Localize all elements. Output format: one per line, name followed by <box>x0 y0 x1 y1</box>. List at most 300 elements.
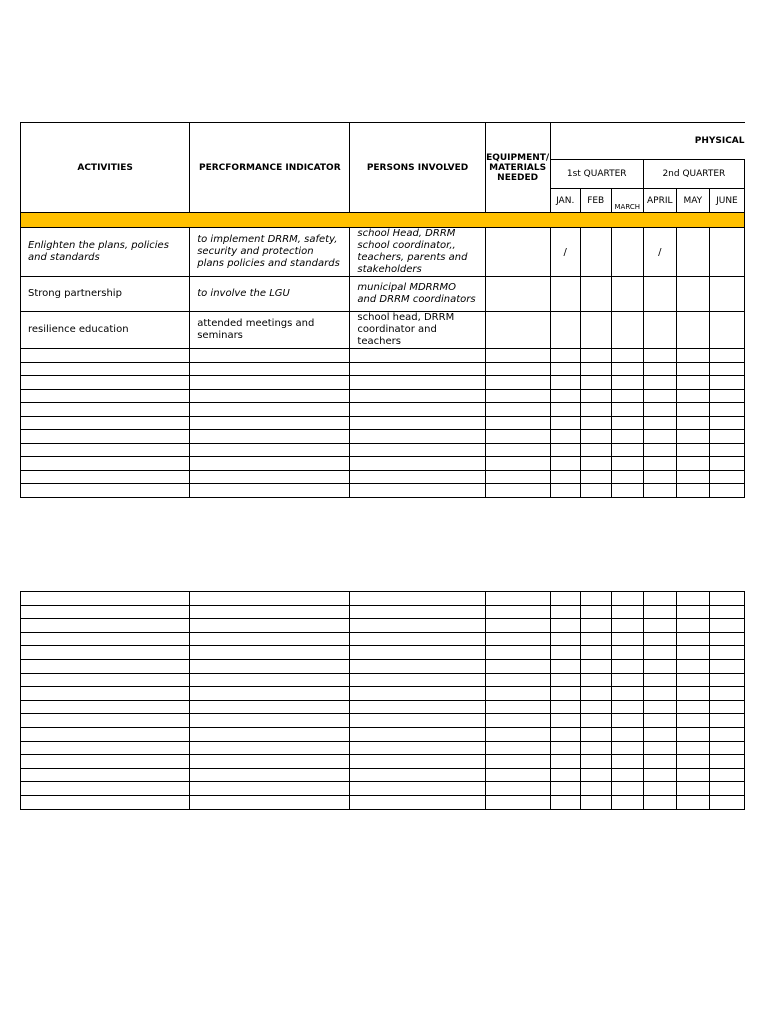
empty-cell <box>676 673 709 687</box>
empty-cell <box>580 416 611 430</box>
empty-cell <box>350 605 485 619</box>
empty-cell <box>350 673 485 687</box>
empty-cell <box>485 443 550 457</box>
empty-cell <box>643 727 676 741</box>
equipment-cell <box>485 277 550 312</box>
empty-cell <box>580 457 611 471</box>
empty-cell <box>676 484 709 498</box>
empty-cell <box>190 403 350 417</box>
empty-cell <box>643 349 676 363</box>
empty-cell <box>676 795 709 809</box>
empty-cell <box>676 632 709 646</box>
empty-cell <box>643 430 676 444</box>
empty-cell <box>611 741 643 755</box>
empty-cell <box>550 673 580 687</box>
empty-cell <box>350 592 485 606</box>
empty-cell <box>676 646 709 660</box>
empty-cell <box>21 727 190 741</box>
empty-row <box>21 632 745 646</box>
empty-cell <box>580 646 611 660</box>
empty-cell <box>21 632 190 646</box>
empty-cell <box>611 349 643 363</box>
empty-cell <box>190 714 350 728</box>
empty-cell <box>190 659 350 673</box>
empty-cell <box>550 403 580 417</box>
month-cell <box>611 312 643 349</box>
empty-cell <box>676 592 709 606</box>
empty-cell <box>350 430 485 444</box>
empty-cell <box>611 646 643 660</box>
empty-cell <box>21 755 190 769</box>
empty-cell <box>350 768 485 782</box>
month-cell <box>709 277 744 312</box>
empty-cell <box>709 349 744 363</box>
empty-cell <box>643 457 676 471</box>
empty-cell <box>643 605 676 619</box>
empty-cell <box>676 457 709 471</box>
empty-cell <box>676 362 709 376</box>
empty-row <box>21 673 745 687</box>
table-row <box>21 277 745 312</box>
empty-cell <box>580 755 611 769</box>
empty-cell <box>709 714 744 728</box>
empty-cell <box>190 605 350 619</box>
empty-cell <box>485 755 550 769</box>
empty-cell <box>550 795 580 809</box>
month-cell: / <box>643 228 676 277</box>
empty-cell <box>643 403 676 417</box>
empty-cell <box>611 376 643 390</box>
empty-cell <box>190 741 350 755</box>
empty-cell <box>21 376 190 390</box>
header-month-jan: JAN. <box>550 189 580 213</box>
month-cell <box>611 228 643 277</box>
empty-cell <box>580 349 611 363</box>
empty-cell <box>580 443 611 457</box>
empty-cell <box>190 416 350 430</box>
empty-row <box>21 376 745 390</box>
empty-cell <box>485 362 550 376</box>
empty-cell <box>21 714 190 728</box>
header-equipment: EQUIPMENT/ MATERIALS NEEDED <box>485 123 550 213</box>
empty-cell <box>190 484 350 498</box>
empty-cell <box>676 659 709 673</box>
empty-cell <box>709 673 744 687</box>
empty-cell <box>350 714 485 728</box>
empty-cell <box>485 700 550 714</box>
empty-cell <box>580 727 611 741</box>
empty-cell <box>485 605 550 619</box>
empty-row <box>21 727 745 741</box>
empty-cell <box>550 389 580 403</box>
empty-cell <box>611 403 643 417</box>
empty-cell <box>21 673 190 687</box>
indicator-cell: to implement DRRM, safety, security and protection plans policies and standards <box>190 228 350 277</box>
month-cell <box>643 312 676 349</box>
empty-cell <box>485 741 550 755</box>
empty-row <box>21 605 745 619</box>
empty-row <box>21 755 745 769</box>
empty-cell <box>643 484 676 498</box>
empty-cell <box>709 632 744 646</box>
month-cell <box>643 277 676 312</box>
empty-cell <box>21 605 190 619</box>
empty-cell <box>485 687 550 701</box>
empty-cell <box>580 403 611 417</box>
persons-cell: municipal MDRRMO and DRRM coordinators <box>350 277 485 312</box>
empty-cell <box>709 376 744 390</box>
empty-cell <box>550 592 580 606</box>
empty-cell <box>350 755 485 769</box>
empty-cell <box>485 389 550 403</box>
header-performance-indicator: PERCFORMANCE INDICATOR <box>190 123 350 213</box>
empty-cell <box>485 632 550 646</box>
empty-cell <box>643 659 676 673</box>
empty-cell <box>550 457 580 471</box>
empty-cell <box>643 362 676 376</box>
empty-cell <box>485 349 550 363</box>
empty-cell <box>643 741 676 755</box>
empty-cell <box>550 632 580 646</box>
empty-row <box>21 592 745 606</box>
empty-cell <box>709 619 744 633</box>
persons-cell: school head, DRRM coordinator and teachers <box>350 312 485 349</box>
empty-cell <box>485 416 550 430</box>
header-month-april: APRIL <box>643 189 676 213</box>
empty-cell <box>643 755 676 769</box>
empty-cell <box>190 430 350 444</box>
empty-cell <box>350 795 485 809</box>
empty-cell <box>350 362 485 376</box>
empty-cell <box>611 362 643 376</box>
empty-cell <box>611 659 643 673</box>
empty-cell <box>21 768 190 782</box>
empty-cell <box>485 430 550 444</box>
empty-cell <box>676 687 709 701</box>
empty-cell <box>485 470 550 484</box>
empty-cell <box>190 673 350 687</box>
empty-cell <box>350 403 485 417</box>
empty-row <box>21 470 745 484</box>
highlight-band <box>21 213 745 228</box>
empty-cell <box>21 470 190 484</box>
empty-cell <box>611 470 643 484</box>
empty-cell <box>643 700 676 714</box>
empty-cell <box>550 376 580 390</box>
table-row <box>21 312 745 349</box>
empty-cell <box>21 687 190 701</box>
empty-cell <box>643 646 676 660</box>
empty-cell <box>709 389 744 403</box>
empty-cell <box>580 619 611 633</box>
empty-cell <box>611 443 643 457</box>
month-cell <box>709 312 744 349</box>
empty-cell <box>676 430 709 444</box>
empty-cell <box>643 416 676 430</box>
header-persons-involved: PERSONS INVOLVED <box>350 123 485 213</box>
empty-cell <box>676 443 709 457</box>
empty-cell <box>643 768 676 782</box>
empty-cell <box>350 457 485 471</box>
empty-cell <box>21 700 190 714</box>
empty-cell <box>643 673 676 687</box>
empty-cell <box>643 592 676 606</box>
empty-cell <box>580 376 611 390</box>
indicator-cell: to involve the LGU <box>190 277 350 312</box>
empty-row <box>21 659 745 673</box>
empty-cell <box>676 605 709 619</box>
empty-cell <box>21 349 190 363</box>
empty-cell <box>676 619 709 633</box>
month-cell <box>676 312 709 349</box>
empty-cell <box>709 470 744 484</box>
empty-cell <box>709 403 744 417</box>
empty-cell <box>550 605 580 619</box>
empty-cell <box>21 659 190 673</box>
empty-cell <box>676 782 709 796</box>
empty-cell <box>21 795 190 809</box>
empty-cell <box>643 687 676 701</box>
empty-cell <box>611 619 643 633</box>
empty-cell <box>190 470 350 484</box>
empty-cell <box>190 687 350 701</box>
header-month-feb: FEB <box>580 189 611 213</box>
empty-cell <box>611 389 643 403</box>
empty-cell <box>350 416 485 430</box>
empty-cell <box>21 619 190 633</box>
empty-cell <box>190 389 350 403</box>
empty-cell <box>580 700 611 714</box>
empty-cell <box>676 768 709 782</box>
empty-cell <box>485 376 550 390</box>
empty-cell <box>21 457 190 471</box>
empty-cell <box>485 403 550 417</box>
empty-cell <box>485 727 550 741</box>
empty-cell <box>709 741 744 755</box>
empty-cell <box>485 646 550 660</box>
empty-cell <box>21 403 190 417</box>
empty-cell <box>350 349 485 363</box>
empty-cell <box>676 714 709 728</box>
empty-cell <box>709 416 744 430</box>
empty-row <box>21 619 745 633</box>
empty-cell <box>190 376 350 390</box>
month-cell <box>676 228 709 277</box>
empty-cell <box>611 592 643 606</box>
empty-cell <box>550 443 580 457</box>
empty-row <box>21 349 745 363</box>
empty-cell <box>709 484 744 498</box>
empty-cell <box>350 484 485 498</box>
empty-cell <box>190 700 350 714</box>
month-cell: / <box>550 228 580 277</box>
month-cell <box>580 312 611 349</box>
plan-table-continued <box>20 591 745 810</box>
empty-cell <box>676 389 709 403</box>
empty-cell <box>611 700 643 714</box>
empty-cell <box>580 768 611 782</box>
empty-cell <box>580 389 611 403</box>
empty-cell <box>611 714 643 728</box>
header-month-june: JUNE <box>709 189 744 213</box>
equipment-cell <box>485 312 550 349</box>
empty-cell <box>190 592 350 606</box>
empty-cell <box>611 673 643 687</box>
empty-cell <box>580 782 611 796</box>
month-cell <box>550 277 580 312</box>
empty-row <box>21 484 745 498</box>
empty-cell <box>350 619 485 633</box>
empty-cell <box>550 714 580 728</box>
empty-cell <box>709 457 744 471</box>
empty-row <box>21 782 745 796</box>
empty-cell <box>350 687 485 701</box>
activity-cell: Enlighten the plans, policies and standards <box>21 228 190 277</box>
empty-cell <box>190 619 350 633</box>
empty-cell <box>190 782 350 796</box>
empty-cell <box>550 768 580 782</box>
empty-cell <box>485 484 550 498</box>
empty-cell <box>350 389 485 403</box>
empty-cell <box>580 687 611 701</box>
empty-cell <box>643 376 676 390</box>
empty-cell <box>709 430 744 444</box>
empty-cell <box>550 659 580 673</box>
empty-cell <box>550 646 580 660</box>
empty-cell <box>611 768 643 782</box>
empty-cell <box>676 727 709 741</box>
empty-cell <box>643 389 676 403</box>
empty-cell <box>190 727 350 741</box>
empty-cell <box>190 457 350 471</box>
empty-cell <box>350 782 485 796</box>
empty-cell <box>580 659 611 673</box>
empty-cell <box>190 632 350 646</box>
empty-cell <box>580 795 611 809</box>
empty-cell <box>676 755 709 769</box>
header-quarter-2: 2nd QUARTER <box>643 160 744 189</box>
empty-cell <box>485 795 550 809</box>
empty-cell <box>485 673 550 687</box>
empty-cell <box>350 470 485 484</box>
empty-cell <box>485 782 550 796</box>
empty-cell <box>190 768 350 782</box>
empty-cell <box>350 659 485 673</box>
empty-cell <box>643 619 676 633</box>
header-quarter-1: 1st QUARTER <box>550 160 643 189</box>
empty-cell <box>611 416 643 430</box>
empty-cell <box>550 470 580 484</box>
empty-cell <box>580 632 611 646</box>
empty-cell <box>643 443 676 457</box>
empty-row <box>21 687 745 701</box>
persons-cell: school Head, DRRM school coordinator,, teachers, parents and stakeholders <box>350 228 485 277</box>
empty-cell <box>709 605 744 619</box>
header-physical: PHYSICAL <box>550 123 744 160</box>
empty-cell <box>21 443 190 457</box>
empty-cell <box>676 416 709 430</box>
header-month-may: MAY <box>676 189 709 213</box>
empty-cell <box>709 646 744 660</box>
empty-cell <box>709 795 744 809</box>
header-activities: ACTIVITIES <box>21 123 190 213</box>
empty-cell <box>190 755 350 769</box>
empty-cell <box>21 389 190 403</box>
empty-cell <box>611 457 643 471</box>
empty-cell <box>550 755 580 769</box>
empty-cell <box>709 362 744 376</box>
empty-cell <box>21 416 190 430</box>
empty-cell <box>709 443 744 457</box>
empty-cell <box>611 755 643 769</box>
activity-cell: resilience education <box>21 312 190 349</box>
empty-cell <box>550 430 580 444</box>
empty-cell <box>580 592 611 606</box>
activity-cell: Strong partnership <box>21 277 190 312</box>
empty-cell <box>580 484 611 498</box>
empty-cell <box>350 727 485 741</box>
empty-row <box>21 362 745 376</box>
empty-cell <box>611 795 643 809</box>
equipment-cell <box>485 228 550 277</box>
empty-cell <box>485 714 550 728</box>
empty-cell <box>580 741 611 755</box>
empty-cell <box>643 470 676 484</box>
empty-cell <box>485 592 550 606</box>
empty-cell <box>709 755 744 769</box>
empty-cell <box>21 741 190 755</box>
indicator-cell: attended meetings and seminars <box>190 312 350 349</box>
empty-cell <box>580 470 611 484</box>
plan-table <box>20 122 745 498</box>
empty-row <box>21 403 745 417</box>
empty-row <box>21 457 745 471</box>
empty-cell <box>611 687 643 701</box>
empty-cell <box>709 659 744 673</box>
empty-cell <box>709 727 744 741</box>
empty-cell <box>580 714 611 728</box>
empty-cell <box>676 741 709 755</box>
empty-cell <box>580 362 611 376</box>
empty-cell <box>485 659 550 673</box>
empty-cell <box>550 782 580 796</box>
empty-cell <box>611 782 643 796</box>
empty-cell <box>350 700 485 714</box>
month-cell <box>550 312 580 349</box>
empty-cell <box>611 484 643 498</box>
header-month-march: MARCH <box>611 189 643 213</box>
empty-cell <box>350 443 485 457</box>
empty-cell <box>709 782 744 796</box>
empty-row <box>21 795 745 809</box>
empty-row <box>21 741 745 755</box>
month-cell <box>709 228 744 277</box>
empty-cell <box>550 619 580 633</box>
empty-cell <box>550 349 580 363</box>
empty-cell <box>350 376 485 390</box>
empty-cell <box>676 470 709 484</box>
month-cell <box>676 277 709 312</box>
empty-row <box>21 389 745 403</box>
month-cell <box>611 277 643 312</box>
empty-cell <box>611 632 643 646</box>
empty-cell <box>350 632 485 646</box>
empty-cell <box>485 457 550 471</box>
table-row <box>21 228 745 277</box>
empty-cell <box>550 362 580 376</box>
empty-cell <box>580 673 611 687</box>
empty-row <box>21 768 745 782</box>
